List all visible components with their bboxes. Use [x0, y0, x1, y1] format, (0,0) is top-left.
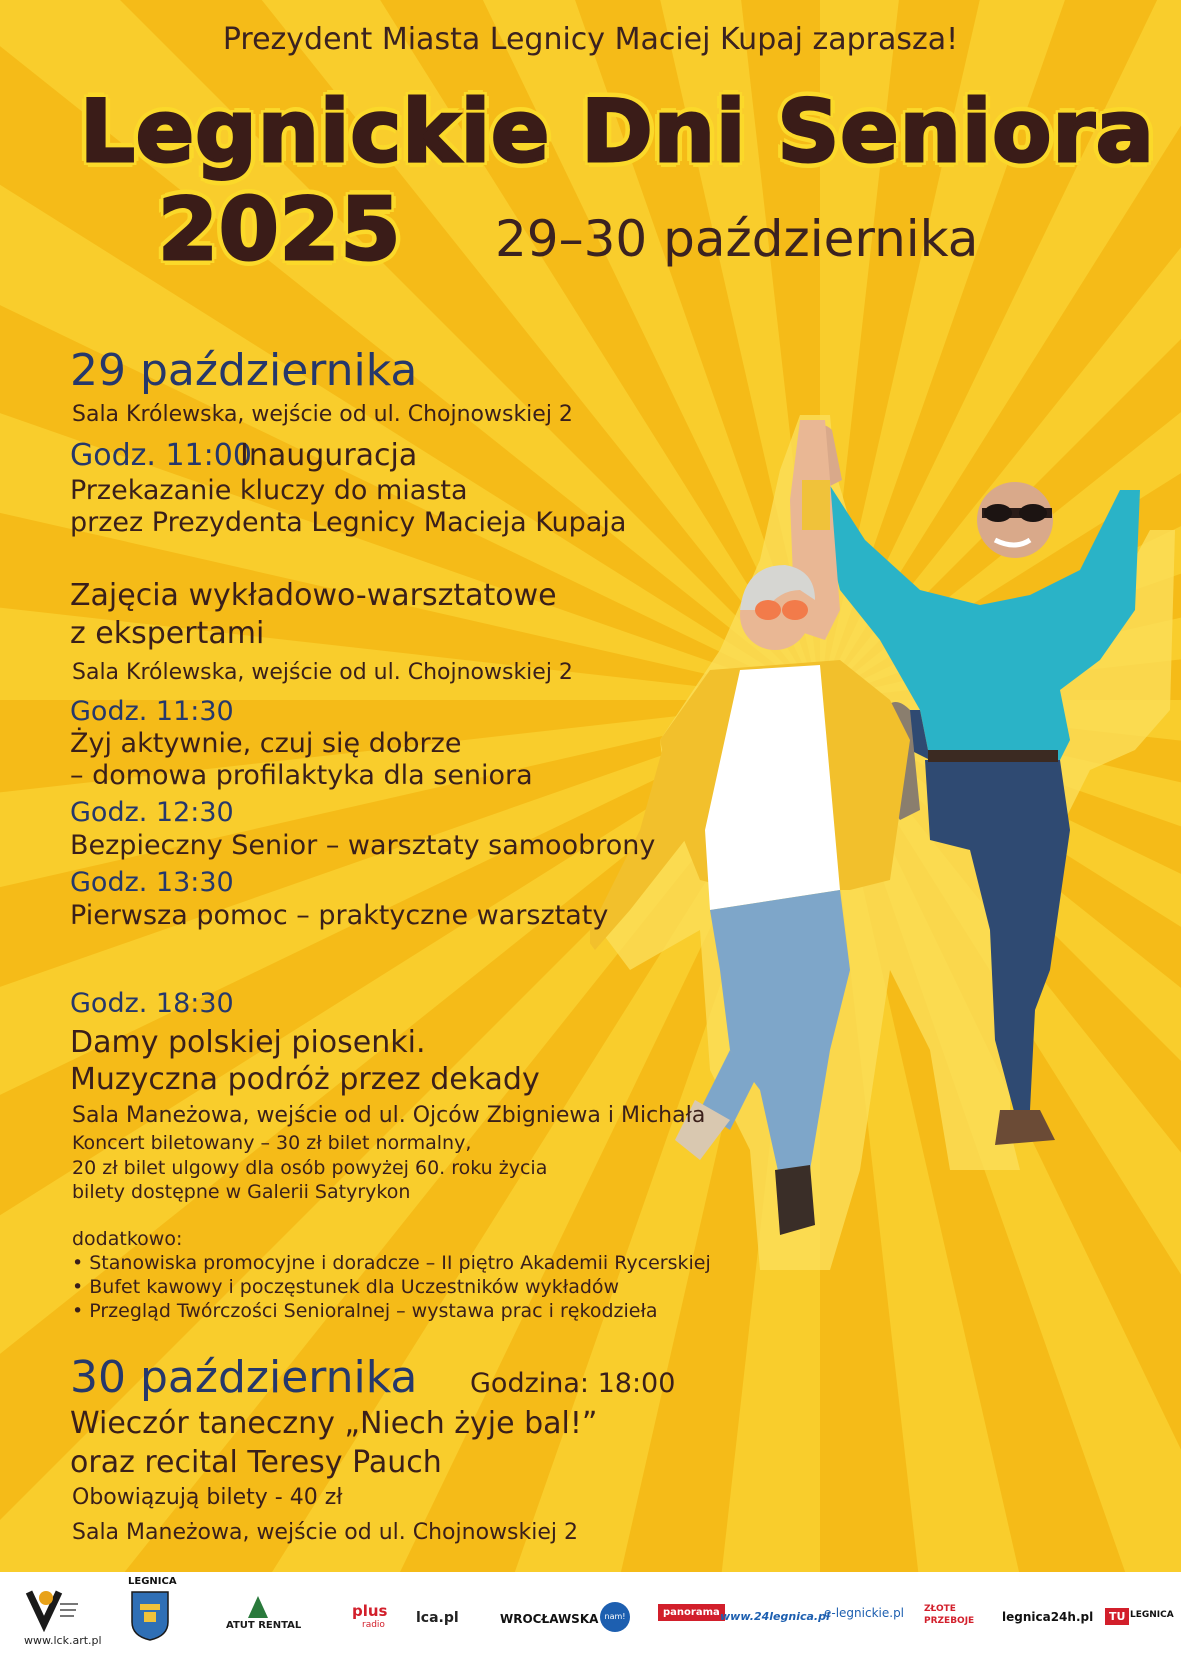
slot2-time: Godz. 12:30 — [70, 797, 234, 828]
extras-item: • Stanowiska promocyjne i doradcze – II piętro Akademii Rycerskiej — [72, 1252, 711, 1274]
gazeta-wroclawska-logo: WROCŁAWSKA — [500, 1612, 599, 1626]
plus-radio-sub: radio — [362, 1620, 385, 1630]
sponsors-footer — [0, 1572, 1181, 1667]
tu-legnica-sub: LEGNICA — [1130, 1610, 1174, 1620]
title-line-2: 2025 — [158, 180, 402, 280]
title-line-1: Legnickie Dni Seniora — [80, 82, 1155, 182]
concert-info-1: Koncert biletowany – 30 zł bilet normalny, — [72, 1132, 472, 1154]
lca-logo: lca.pl — [416, 1610, 459, 1626]
concert-time: Godz. 18:30 — [70, 988, 234, 1019]
inviter-line: Prezydent Miasta Legnicy Maciej Kupaj zaprasza! — [222, 22, 959, 57]
day2-venue: Sala Maneżowa, wejście od ul. Chojnowskiej 2 — [72, 1520, 578, 1545]
slot1-line-1: Żyj aktywnie, czuj się dobrze — [70, 728, 462, 759]
atut-rental-logo: ATUT RENTAL — [226, 1620, 302, 1631]
day2-title-1: Wieczór taneczny „Niech żyje bal!” — [70, 1406, 598, 1441]
24legnica-logo: www.24legnica.pl — [720, 1610, 830, 1623]
zlote-przeboje-sub: PRZEBOJE — [924, 1616, 975, 1626]
e-legnickie-logo: e-legnickie.pl — [824, 1606, 905, 1620]
day1-venue: Sala Królewska, wejście od ul. Chojnowskiej 2 — [72, 402, 573, 427]
lck-url[interactable]: www.lck.art.pl — [24, 1634, 102, 1647]
tu-logo: TU — [1105, 1608, 1129, 1625]
extras-item: • Przegląd Twórczości Senioralnej – wystawa prac i rękodzieła — [72, 1300, 658, 1322]
workshops-title-2: z ekspertami — [70, 616, 265, 651]
plus-radio-logo: plus — [352, 1602, 388, 1620]
nam-logo: nam! — [600, 1602, 630, 1632]
event-dates: 29–30 października — [495, 210, 979, 268]
dancing-seniors-photo — [590, 410, 1180, 1310]
concert-title-1: Damy polskiej piosenki. — [70, 1025, 426, 1060]
inauguration-time: Godz. 11:00 — [70, 438, 252, 473]
day2-title-2: oraz recital Teresy Pauch — [70, 1445, 442, 1480]
concert-title-2: Muzyczna podróż przez dekady — [70, 1062, 540, 1097]
workshops-title-1: Zajęcia wykładowo-warsztatowe — [70, 578, 557, 613]
day2-tickets: Obowiązują bilety - 40 zł — [72, 1485, 343, 1510]
legnica-crest-icon — [130, 1590, 170, 1642]
concert-info-2: 20 zł bilet ulgowy dla osób powyżej 60. roku życia — [72, 1157, 548, 1179]
lck-logo — [24, 1584, 84, 1632]
atut-arrow-icon — [228, 1594, 288, 1620]
concert-venue: Sala Maneżowa, wejście od ul. Ojców Zbigniewa i Michała — [72, 1103, 706, 1128]
day2-heading: 30 października — [70, 1352, 418, 1403]
slot1-time: Godz. 11:30 — [70, 696, 234, 727]
extras-item: • Bufet kawowy i poczęstunek dla Uczestników wykładów — [72, 1276, 620, 1298]
inauguration-desc-1: Przekazanie kluczy do miasta — [70, 475, 468, 506]
zlote-przeboje-logo: ZŁOTE — [924, 1604, 956, 1614]
panorama-logo: panorama — [658, 1604, 725, 1621]
slot3-time: Godz. 13:30 — [70, 867, 234, 898]
slot2-line: Bezpieczny Senior – warsztaty samoobrony — [70, 830, 656, 861]
legnica24h-logo: legnica24h.pl — [1002, 1610, 1094, 1624]
workshops-venue: Sala Królewska, wejście od ul. Chojnowskiej 2 — [72, 660, 573, 685]
extras-label: dodatkowo: — [72, 1228, 183, 1250]
legnica-label: LEGNICA — [128, 1576, 177, 1587]
slot1-line-2: – domowa profilaktyka dla seniora — [70, 760, 533, 791]
concert-info-3: bilety dostępne w Galerii Satyrykon — [72, 1181, 411, 1203]
inauguration-title: Inauguracja — [240, 438, 418, 473]
day1-heading: 29 października — [70, 345, 418, 396]
day2-time: Godzina: 18:00 — [470, 1368, 676, 1399]
slot3-line: Pierwsza pomoc – praktyczne warsztaty — [70, 900, 609, 931]
inauguration-desc-2: przez Prezydenta Legnicy Macieja Kupaja — [70, 507, 627, 538]
